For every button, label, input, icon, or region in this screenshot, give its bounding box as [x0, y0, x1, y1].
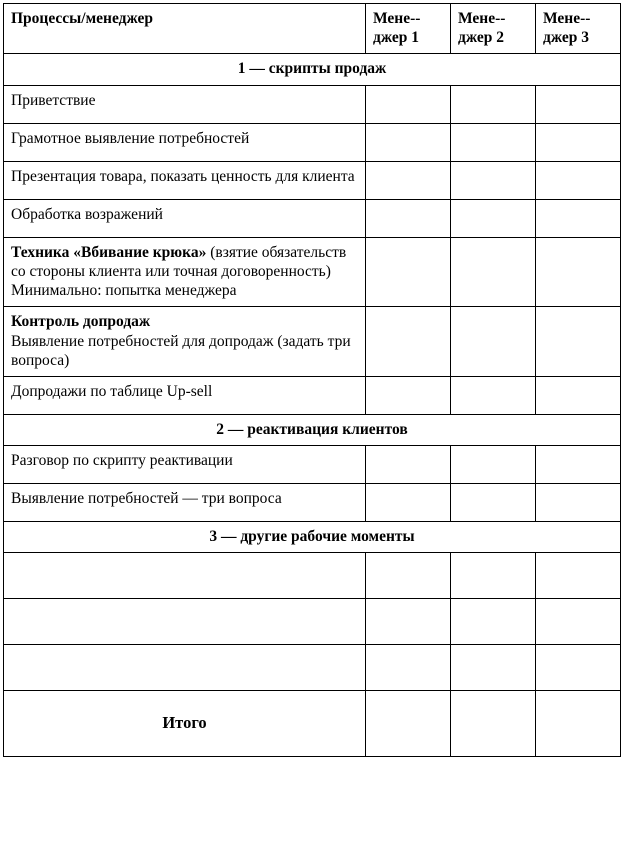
- score-cell-manager-3[interactable]: [536, 123, 621, 161]
- table-row: [4, 123, 621, 161]
- table-row: [4, 199, 621, 237]
- section-header-row-1: [4, 54, 621, 85]
- process-label-rest: Выявление потребностей для допродаж (задать три вопроса): [11, 332, 351, 369]
- process-label-blank[interactable]: [4, 599, 366, 645]
- process-label-upsell-control: [4, 307, 366, 377]
- header-manager-1: Мене-джер 1: [366, 4, 451, 54]
- score-cell-manager-3[interactable]: [536, 307, 621, 377]
- process-label-bold: Контроль допродаж: [11, 313, 151, 331]
- score-cell-manager-1[interactable]: [366, 161, 451, 199]
- score-cell-manager-1[interactable]: [366, 484, 451, 522]
- score-cell-manager-2[interactable]: [451, 85, 536, 123]
- score-cell-manager-2[interactable]: [451, 161, 536, 199]
- score-cell-manager-3[interactable]: [536, 553, 621, 599]
- table-row: [4, 85, 621, 123]
- score-cell-manager-2[interactable]: [451, 123, 536, 161]
- table-row: [4, 161, 621, 199]
- score-cell-manager-2[interactable]: [451, 599, 536, 645]
- document-page: [0, 3, 625, 856]
- section-title-3: 3 — другие рабочие моменты: [4, 522, 621, 553]
- score-cell-manager-3[interactable]: [536, 376, 621, 414]
- process-label: Допродажи по таблице Up-sell: [4, 376, 366, 414]
- score-cell-manager-2[interactable]: [451, 484, 536, 522]
- section-title-1: 1 — скрипты продаж: [4, 54, 621, 85]
- table-row: [4, 553, 621, 599]
- score-cell-manager-1[interactable]: [366, 307, 451, 377]
- total-row: [4, 691, 621, 756]
- score-cell-manager-1[interactable]: [366, 376, 451, 414]
- score-cell-manager-1[interactable]: [366, 645, 451, 691]
- process-label: Презентация товара, показать ценность для клиента: [4, 161, 366, 199]
- table-row: [4, 307, 621, 377]
- total-cell-manager-2[interactable]: [451, 691, 536, 756]
- score-cell-manager-1[interactable]: [366, 85, 451, 123]
- total-label: Итого: [4, 691, 366, 756]
- header-process-column: Процессы/менеджер: [4, 4, 366, 54]
- table-row: [4, 237, 621, 307]
- score-cell-manager-3[interactable]: [536, 599, 621, 645]
- table-row: [4, 484, 621, 522]
- score-cell-manager-3[interactable]: [536, 484, 621, 522]
- score-cell-manager-2[interactable]: [451, 645, 536, 691]
- process-label-hook: [4, 237, 366, 307]
- score-cell-manager-1[interactable]: [366, 446, 451, 484]
- score-cell-manager-1[interactable]: [366, 123, 451, 161]
- process-label: Приветствие: [4, 85, 366, 123]
- score-cell-manager-1[interactable]: [366, 553, 451, 599]
- score-cell-manager-2[interactable]: [451, 307, 536, 377]
- process-label: Грамотное выявление потребностей: [4, 123, 366, 161]
- table-row: [4, 645, 621, 691]
- score-cell-manager-3[interactable]: [536, 161, 621, 199]
- table-row: [4, 376, 621, 414]
- score-cell-manager-2[interactable]: [451, 553, 536, 599]
- process-label: Выявление потребностей — три вопроса: [4, 484, 366, 522]
- score-cell-manager-3[interactable]: [536, 446, 621, 484]
- score-cell-manager-2[interactable]: [451, 199, 536, 237]
- process-label: Обработка возражений: [4, 199, 366, 237]
- section-header-row-3: [4, 522, 621, 553]
- section-header-row-2: [4, 414, 621, 445]
- section-title-2: 2 — реактивация клиентов: [4, 414, 621, 445]
- process-label: Разговор по скрипту реактивации: [4, 446, 366, 484]
- table-row: [4, 446, 621, 484]
- score-cell-manager-3[interactable]: [536, 199, 621, 237]
- manager-processes-table: [3, 3, 621, 757]
- score-cell-manager-3[interactable]: [536, 645, 621, 691]
- score-cell-manager-1[interactable]: [366, 599, 451, 645]
- score-cell-manager-2[interactable]: [451, 446, 536, 484]
- score-cell-manager-2[interactable]: [451, 237, 536, 307]
- process-label-blank[interactable]: [4, 645, 366, 691]
- table-header-row: [4, 4, 621, 54]
- total-cell-manager-1[interactable]: [366, 691, 451, 756]
- header-manager-3: Мене-джер 3: [536, 4, 621, 54]
- total-cell-manager-3[interactable]: [536, 691, 621, 756]
- table-row: [4, 599, 621, 645]
- process-label-rest: (взятие обязательств со стороны клиента или точная договоренность) Минимально: попытка менеджера: [11, 243, 347, 300]
- header-manager-2: Мене-джер 2: [451, 4, 536, 54]
- score-cell-manager-3[interactable]: [536, 85, 621, 123]
- score-cell-manager-1[interactable]: [366, 199, 451, 237]
- score-cell-manager-2[interactable]: [451, 376, 536, 414]
- process-label-bold: Техника «Вбивание крюка»: [11, 243, 207, 261]
- score-cell-manager-3[interactable]: [536, 237, 621, 307]
- score-cell-manager-1[interactable]: [366, 237, 451, 307]
- process-label-blank[interactable]: [4, 553, 366, 599]
